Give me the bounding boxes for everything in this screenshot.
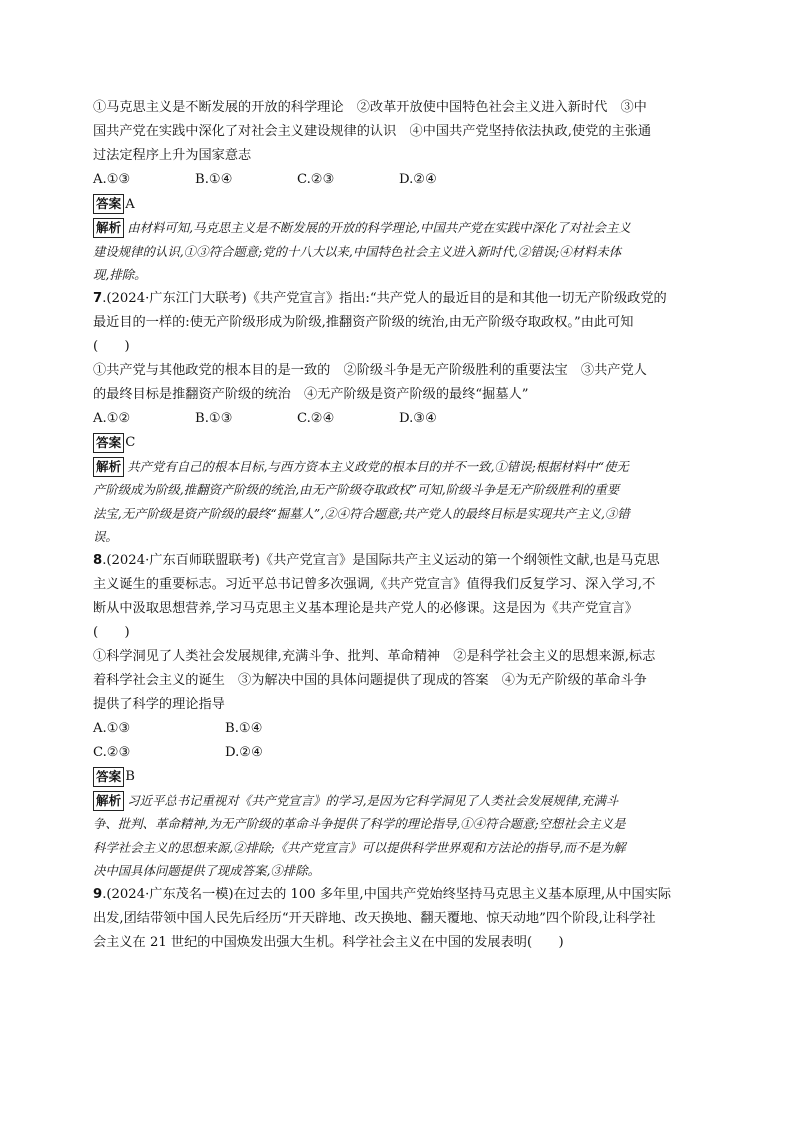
explanation-line: 建设规律的认识,①③符合题意;党的十八大以来,中国特色社会主义进入新时代,②错误;④材料未体 [93, 243, 622, 259]
statement-line: 过法定程序上升为国家意志 [93, 148, 252, 163]
answer-tag: 答案 [93, 433, 124, 453]
explanation-line: 争、批判、革命精神,为无产阶级的革命斗争提供了科学的理论指导,①④符合题意;空想社会主义是 [93, 816, 626, 831]
option-d[interactable]: D.②④ [225, 744, 263, 760]
explanation-line: 误。 [93, 529, 118, 544]
question-stem-line: 出发,团结带领中国人民先后经历“开天辟地、改天换地、翻天覆地、惊天动地”四个阶段,让科学社 [93, 910, 656, 926]
option-c[interactable]: C.②③ [93, 744, 131, 760]
explanation-line: 产阶级成为阶级,推翻资产阶级的统治,由无产阶级夺取政权”可知,阶级斗争是无产阶级胜利的重要 [93, 482, 620, 497]
explanation-line: 决中国具体问题提供了现成答案,③排除。 [93, 863, 320, 878]
answer-row [93, 432, 693, 454]
question-number: 9 [93, 886, 103, 902]
option-d[interactable]: D.②④ [399, 172, 437, 187]
explanation [93, 455, 693, 549]
exam-page [93, 96, 693, 955]
statement-line: 着科学社会主义的诞生 ③为解决中国的具体问题提供了现成的答案 ④为无产阶级的革命斗争 [93, 672, 647, 688]
options-row [93, 717, 693, 741]
question-stem-line: .(2024·广东江门大联考)《共产党宣言》指出:“共产党人的最近目的是和其他一切无产阶级政党的 [102, 290, 667, 306]
question-stem-line: 断从中汲取思想营养,学习马克思主义基本理论是共产党人的必修课。这是因为《共产党宣言》 [93, 600, 638, 616]
options-row [93, 407, 693, 431]
option-a[interactable]: A.①③ [93, 172, 131, 187]
answer-row [93, 766, 693, 788]
statement-line: 提供了科学的理论指导 [93, 696, 225, 712]
statement-line: 国共产党在实践中深化了对社会主义建设规律的认识 ④中国共产党坚持依法执政,使党的主张通 [93, 124, 652, 139]
question-7 [93, 287, 693, 549]
answer-tag: 答案 [93, 194, 124, 214]
question-9 [93, 883, 693, 955]
answer-row [93, 193, 693, 215]
explanation [93, 789, 693, 883]
explanation-tag: 解析 [93, 791, 124, 811]
answer-value: B [125, 769, 135, 784]
explanation-line: 习近平总书记重视对《共产党宣言》的学习,是因为它科学洞见了人类社会发展规律,充满斗 [127, 792, 619, 808]
question-stem-line: .(2024·广东茂名一模)在过去的 100 多年里,中国共产党始终坚持马克思主义基本原理,从中国实际 [102, 886, 672, 902]
answer-blank: ( ) [93, 624, 130, 640]
question-number: 8 [93, 552, 103, 568]
question-8 [93, 549, 693, 883]
question-stem-line: 最近目的一样的:使无产阶级形成为阶级,推翻资产阶级的统治,由无产阶级夺取政权。”由此可知 [93, 314, 634, 330]
option-a[interactable]: A.①② [93, 410, 131, 426]
option-b[interactable]: B.①④ [195, 172, 233, 187]
question-stem-line: 会主义在 21 世纪的中国焕发出强大生机。科学社会主义在中国的发展表明( ) [93, 934, 564, 950]
statement-line: ①科学洞见了人类社会发展规律,充满斗争、批判、革命精神 ②是科学社会主义的思想来源,标志 [93, 648, 656, 664]
explanation-line: 共产党有自己的根本目标,与西方资本主义政党的根本目的并不一致,①错误;根据材料中“使无 [127, 458, 629, 474]
option-c[interactable]: C.②③ [297, 172, 335, 187]
explanation-tag: 解析 [93, 218, 124, 238]
option-d[interactable]: D.③④ [399, 410, 437, 426]
explanation-line: 法宝,无产阶级是资产阶级的最终“掘墓人”,②④符合题意;共产党人的最终目标是实现共产主义,③错 [93, 505, 630, 521]
options-row [93, 741, 693, 765]
question-6 [93, 96, 693, 287]
explanation-line: 现,排除。 [93, 267, 147, 282]
answer-tag: 答案 [93, 767, 124, 787]
explanation-tag: 解析 [93, 457, 124, 477]
statement-line: ①共产党与其他政党的根本目的是一致的 ②阶级斗争是无产阶级胜利的重要法宝 ③共产党人 [93, 362, 647, 378]
options-row [93, 168, 693, 192]
option-b[interactable]: B.①④ [225, 720, 263, 736]
answer-value: C [125, 435, 136, 450]
answer-value: A [125, 196, 135, 212]
option-c[interactable]: C.②④ [297, 410, 335, 426]
option-b[interactable]: B.①③ [195, 410, 233, 426]
explanation-line: 科学社会主义的思想来源,②排除;《共产党宣言》可以提供科学世界观和方法论的指导,而不是为解 [93, 839, 626, 855]
explanation [93, 216, 693, 287]
question-stem-line: .(2024·广东百师联盟联考)《共产党宣言》是国际共产主义运动的第一个纲领性文献,也是马克思 [102, 552, 660, 568]
statement-line: 的最终目标是推翻资产阶级的统治 ④无产阶级是资产阶级的最终“掘墓人” [93, 386, 529, 402]
explanation-line: 由材料可知,马克思主义是不断发展的开放的科学理论,中国共产党在实践中深化了对社会主义 [127, 220, 631, 235]
answer-blank: ( ) [93, 338, 130, 354]
statement-line: ①马克思主义是不断发展的开放的科学理论 ②改革开放使中国特色社会主义进入新时代 ③中 [93, 100, 647, 115]
question-number: 7 [93, 290, 103, 306]
question-stem-line: 主义诞生的重要标志。习近平总书记曾多次强调,《共产党宣言》值得我们反复学习、深入学习,不 [93, 576, 656, 592]
option-a[interactable]: A.①③ [93, 720, 131, 736]
